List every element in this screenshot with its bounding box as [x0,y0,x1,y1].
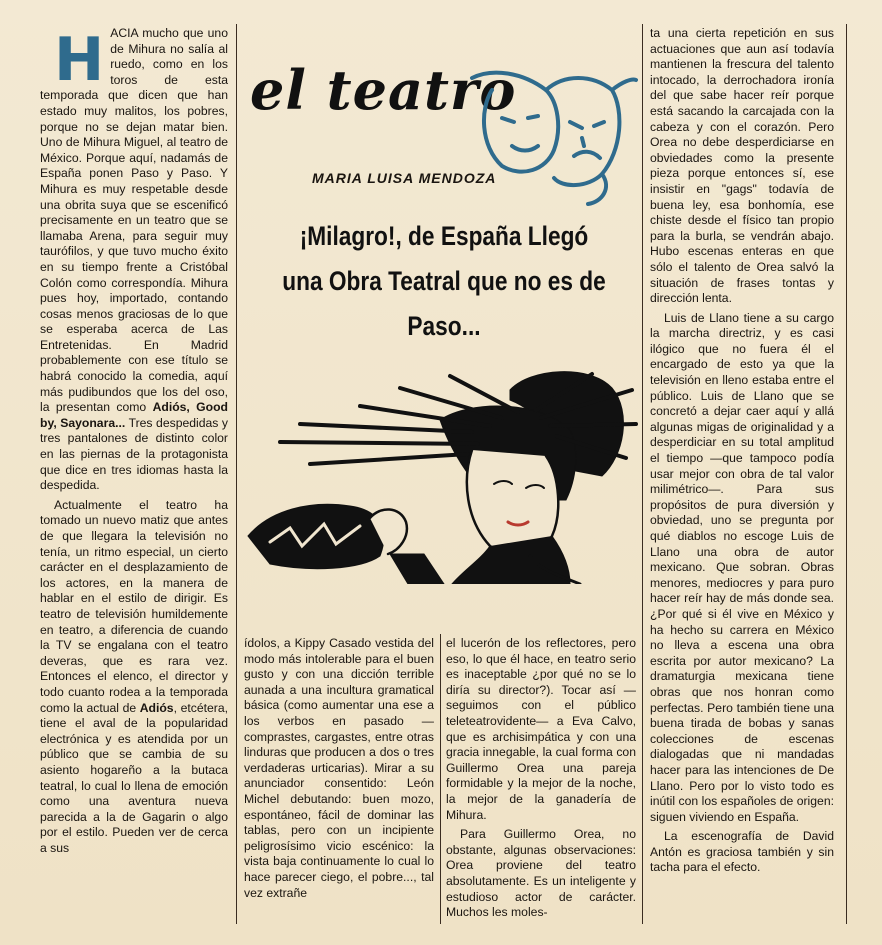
section-title: el teatro [250,58,517,122]
paragraph: Luis de Llano tiene a su cargo la marcha directriz, y es casi ilógico que no fuera él el encargado de esto ya que la televisión en lleno estaba entre el público. Luis de Llano que se concretó a dejar caer aquí y allá algunas migas de originalidad y a desperdiciar en su total amplitud el tiempo —que tampoco podía usar mejor con obra de tal valor milimétrico—. Para sus propósitos de pura diversión y obviedad, uno se pregunta por qué diablos no escoge Luis de Llano una obra de autor mexicano. Que sobran. Obras menores, mediocres y para puro hacer reír hay de más donde sea. ¿Por qué si él vive en México y ha hecho su carrera en México no lleva a escena una obra escrita por autor mexicano? La dramaturgia mexicana tiene obras que nos honran como perfectas. Pero también tiene una buena tirada de bobas y sanas colecciones de escenas dialogadas que ni mandadas hacer para las intenciones de De Llano. Pero por lo visto todo es inútil con los españoles de origen: siguen viviendo en España. [650,310,834,824]
article-column-3 [446,636,636,921]
column-rule [440,634,441,924]
column-rule [846,24,847,924]
headline: ¡Milagro!, de España Llegó una Obra Teatral que no es de Paso... [282,221,606,341]
paragraph: ACIA mucho que uno de Mihura no salía al ruedo, como en los toros de esta temporada que dicen que han estado muy malitos, los pobres, porque no se dejan matar bien. Uno de Mihura Miguel, al teatro de México. Porque aquí, nadamás de España ponen Paso y Paso. Y Mihura es muy respetable desde una obrita suya que se escenificó precisamente en un teatro que se llamaba Arena, para seguir muy taurófilos, y que tuvo mucho éxito en su tiempo frente a Cristóbal Colón como correspondía. Mihura pues hoy, importado, contando cosas menos graciosas de lo que se esperaba acerca de Las Entretenidas. En Madrid probablemente con ese título se habrá conocido la comedia, aquí más pudibundos que los del oso, la presentan como Adiós, Good by, Sayonara... Tres despedidas y tres pantalones de distinto color en las piernas de la protagonista que dice en tres idiomas hasta la despedida. [40,26,229,493]
article-column-2 [244,636,434,901]
drop-cap: H [54,25,105,95]
paragraph: ídolos, a Kippy Casado vestida del modo más intolerable para el buen gusto y con una dicción terrible aunada a una incultura gramatical básica (como aumentar una ese a los verbos en pasado —comprastes, cargastes, entre otras linduras que producen a dos o tres verdaderas urticarias). Mirar a su anunciador consentido: León Michel debutando: buen mozo, espontáneo, fácil de dominar las tablas, pero con un incipiente peligrosísimo vicio escénico: la vista baja continuamente lo cual lo hace parecer ciego, el pobre..., tal vez extrañe [244,636,434,900]
article-column-1 [40,26,228,856]
article-column-4 [650,26,834,876]
geisha-illustration [240,360,640,584]
column-rule [642,24,643,924]
paragraph: La escenografía de David Antón es graciosa también y sin tacha para el efecto. [650,829,834,875]
paragraph: ta una cierta repetición en sus actuaciones que aun así todavía mantienen la frescura del talento intocado, la derrochadora ironía del que sabe hacer reír porque está sacando la carcajada con la cabeza y con el corazón. Pero Orea no debe desperdiciarse en obviedades como la presente pieza porque entonces sí, ese insistir en "gags" todavía de buena ley, esa bonhomía, ese chiste desde el físico tan propio para la burla, se vendrán abajo. Hubo escenas enteras en que sólo el talento de Orea salvó la situación de frases tontas y dirección lenta. [650,26,834,306]
paragraph: el lucerón de los reflectores, pero eso, lo que él hace, en teatro serio es inaceptable ¿por qué no se lo diría su director?). Tocar así —seguimos con el público teleteatrovidente— a Eva Calvo, que es archisimpática y con una gracia innegable, la cual forma con Guillermo Orea una pareja formidable y la mejor de la noche, la mejor de la ganadería de Mihura. [446,636,636,822]
paragraph: Actualmente el teatro ha tomado un nuevo matiz que antes de que llegara la televisión no tenía, un ritmo especial, un cierto carácter en el desplazamiento de los actores, en la manera de hablar en el estilo de dirigir. Es teatro de televisión humildemente en teatro, a diferencia de cuando la TV se engalana con el teatro deveras, que es rara vez. Entonces el elenco, el director y todo cuanto rodea a la temporada como la actual de Adiós, etcétera, tiene el aval de la popularidad electrónica y es atendida por un público que se cambia de su asiento hogareño a la butaca teatral, lo cual lo llena de emoción como una aventura nueva parecida a la de Gagarin o algo por el estilo. Pueden ver de cerca a sus [40,497,228,855]
column-rule [236,24,237,924]
author-byline: MARIA LUISA MENDOZA [312,170,497,186]
paragraph: Para Guillermo Orea, no obstante, algunas observaciones: Orea proviene del teatro absolutamente. Es un inteligente y estudioso actor de carácter. Muchos les moles- [446,827,636,920]
